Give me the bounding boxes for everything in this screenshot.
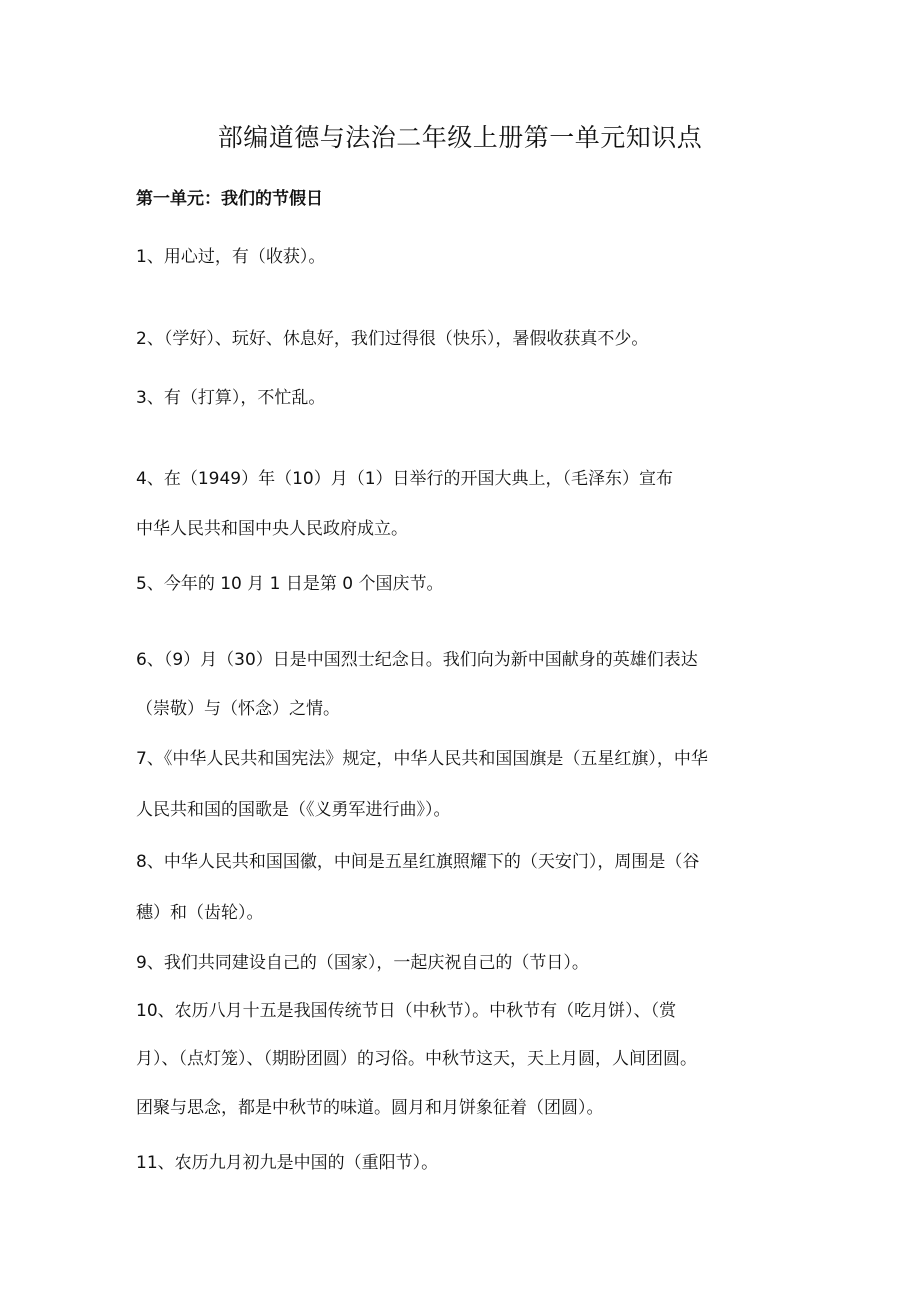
text-line: （崇敬）与（怀念）之情。: [136, 699, 340, 719]
text-line: 穗）和（齿轮）。: [136, 903, 264, 923]
text-line: 3、有（打算），不忙乱。: [136, 388, 326, 408]
text-line: 6、（9）月（30）日是中国烈士纪念日。我们向为新中国献身的英雄们表达: [136, 650, 698, 670]
text-line: 11、农历九月初九是中国的（重阳节）。: [136, 1153, 439, 1173]
text-line: 团聚与思念，都是中秋节的味道。圆月和月饼象征着（团圆）。: [136, 1098, 604, 1118]
text-line: 2、（学好）、玩好、休息好，我们过得很（快乐），暑假收获真不少。: [136, 329, 649, 349]
text-line: 7、《中华人民共和国宪法》规定，中华人民共和国国旗是（五星红旗），中华: [136, 749, 708, 769]
text-line: 1、用心过，有（收获）。: [136, 247, 326, 267]
text-line: 4、在（1949）年（10）月（1）日举行的开国大典上，（毛泽东）宣布: [136, 469, 674, 489]
text-line: 中华人民共和国中央人民政府成立。: [136, 519, 408, 539]
text-line: 人民共和国的国歌是（《义勇军进行曲》）。: [136, 800, 451, 820]
text-line: 9、我们共同建设自己的（国家），一起庆祝自己的（节日）。: [136, 953, 589, 973]
text-line: 8、中华人民共和国国徽，中间是五星红旗照耀下的（天安门），周围是（谷: [136, 852, 700, 872]
text-line: 5、今年的 10 月 1 日是第 0 个国庆节。: [136, 574, 444, 594]
document-title: 部编道德与法治二年级上册第一单元知识点: [217, 123, 703, 152]
text-line: 10、农历八月十五是我国传统节日（中秋节）。中秋节有（吃月饼）、（赏: [136, 1001, 677, 1021]
unit-heading: 第一单元：我们的节假日: [136, 189, 323, 209]
text-line: 月）、（点灯笼）、（期盼团圆）的习俗。中秋节这天，天上月圆，人间团圆。: [136, 1049, 697, 1069]
